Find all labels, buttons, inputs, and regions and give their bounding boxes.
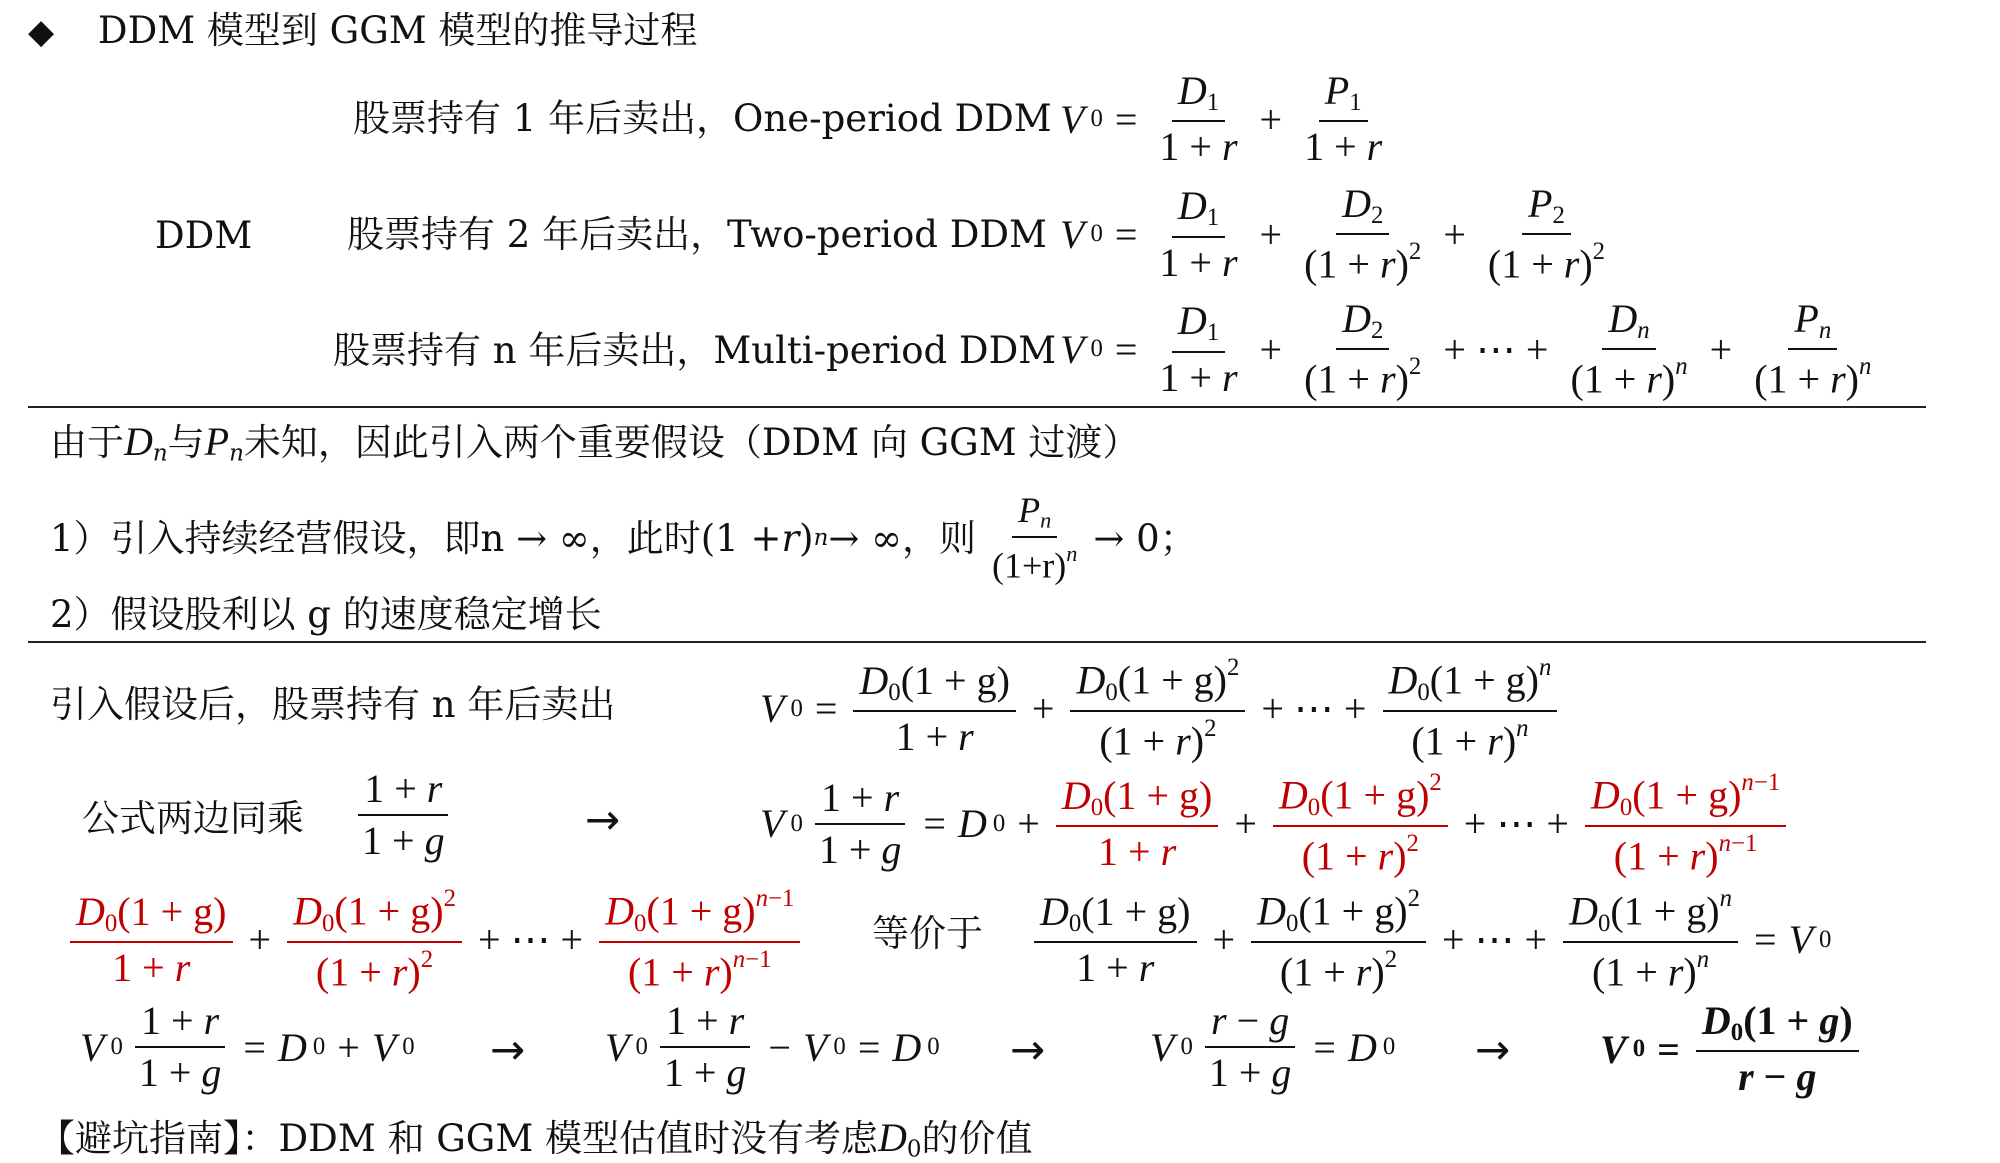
derivation-row-4-step-3: V 0 $\frac{r - g}{1 + g}$ = D 0: [1150, 998, 1396, 1095]
derivation-row-4-step-2: V 0 $\frac{1 + r}{1 + g}$ − V 0 = D 0: [605, 998, 940, 1095]
ddm-row-3-formula: V 0 = $\frac{D_1}{1 + r}$ + $\frac{D_2}{(1 + r)^2}$ + ⋯ + $\frac{D_n}{(1 + r)^n}$ + $\frac{P_n}{(1 + r)^n}$: [1060, 296, 1872, 402]
multiplier-fraction: $\frac{1 + r}{1 + g}$: [352, 768, 455, 862]
diamond-bullet-icon: ◆: [28, 12, 55, 52]
arrow-right-icon: →: [1475, 1025, 1511, 1074]
derivation-row-1-label: 引入假设后，股票持有 n 年后卖出: [50, 683, 616, 726]
arrow-right-icon: →: [490, 1025, 526, 1074]
ddm-row-2-formula: V 0 = $\frac{D_1}{1 + r}$ + $\frac{D_2}{(1 + r)^2}$ + $\frac{P_2}{(1 + r)^2}$: [1060, 181, 1606, 287]
derivation-row-2-label: 公式两边同乘: [82, 797, 304, 840]
ddm-row-3-desc: 股票持有 n 年后卖出，Multi-period DDM: [333, 329, 1057, 372]
ddm-side-label: DDM: [155, 214, 253, 257]
derivation-row-3-left: $\frac{D_0(1 + g)}{1 + r}$ + $\frac{D_0(1 + g)^2}{(1 + r)^2}$ + ⋯ + $\frac{D_0(1 + g)^{n-1}}{(1 + r)^{n-1}}$: [66, 886, 804, 993]
assumption-1: 1）引入持续经营假设，即n → ∞，此时(1 + r ) n → ∞，则 $\frac{P_n}{(1+r)^n}$ → 0；: [50, 490, 1197, 586]
ddm-row-1-desc: 股票持有 1 年后卖出，One-period DDM: [353, 97, 1052, 140]
section-title: DDM 模型到 GGM 模型的推导过程: [97, 9, 698, 52]
derivation-row-4-step-1: V 0 $\frac{1 + r}{1 + g}$ = D 0 + V 0: [80, 998, 415, 1095]
divider-2: [28, 641, 1926, 643]
divider-1: [28, 406, 1926, 408]
derivation-row-2-formula: V 0 $\frac{1 + r}{1 + g}$ = D 0 + $\frac{D_0(1 + g)}{1 + r}$ + $\frac{D_0(1 + g)^2}{(1 + r)^2}$ + ⋯ + $\frac{D_0(1 + g)^{n-1}}{(1 + r)^{n-1}}$: [760, 770, 1790, 877]
arrow-right-icon: →: [585, 795, 621, 844]
equivalent-label: 等价于: [872, 912, 983, 955]
derivation-row-1-formula: V 0 = $\frac{D_0(1 + g)}{1 + r}$ + $\frac{D_0(1 + g)^2}{(1 + r)^2}$ + ⋯ + $\frac{D_0(1 + g)^n}{(1 + r)^n}$: [760, 655, 1561, 762]
assumption-intro: 由于$D_n$与$P_n$未知，因此引入两个重要假设（DDM 向 GGM 过渡）: [50, 419, 1140, 467]
pitfall-note: 【避坑指南】：DDM 和 GGM 模型估值时没有考虑$D_0$的价值: [38, 1115, 1033, 1163]
section-header: [28, 9, 698, 52]
derivation-row-3-right: $\frac{D_0(1 + g)}{1 + r}$ + $\frac{D_0(1 + g)^2}{(1 + r)^2}$ + ⋯ + $\frac{D_0(1 + g)^n}{(1 + r)^n}$ = V 0: [1030, 886, 1831, 993]
ddm-row-1-formula: V 0 = $\frac{D_1}{1 + r}$ + $\frac{P_1}{1 + r}$: [1060, 68, 1383, 170]
assumption-2: 2）假设股利以 g 的速度稳定增长: [50, 593, 602, 636]
ggm-result-formula: V 0 = $\frac{D_0(1 + g)}{r - g}$: [1600, 1000, 1863, 1098]
ddm-row-2-desc: 股票持有 2 年后卖出，Two-period DDM: [347, 213, 1047, 256]
arrow-right-icon: →: [1010, 1025, 1046, 1074]
